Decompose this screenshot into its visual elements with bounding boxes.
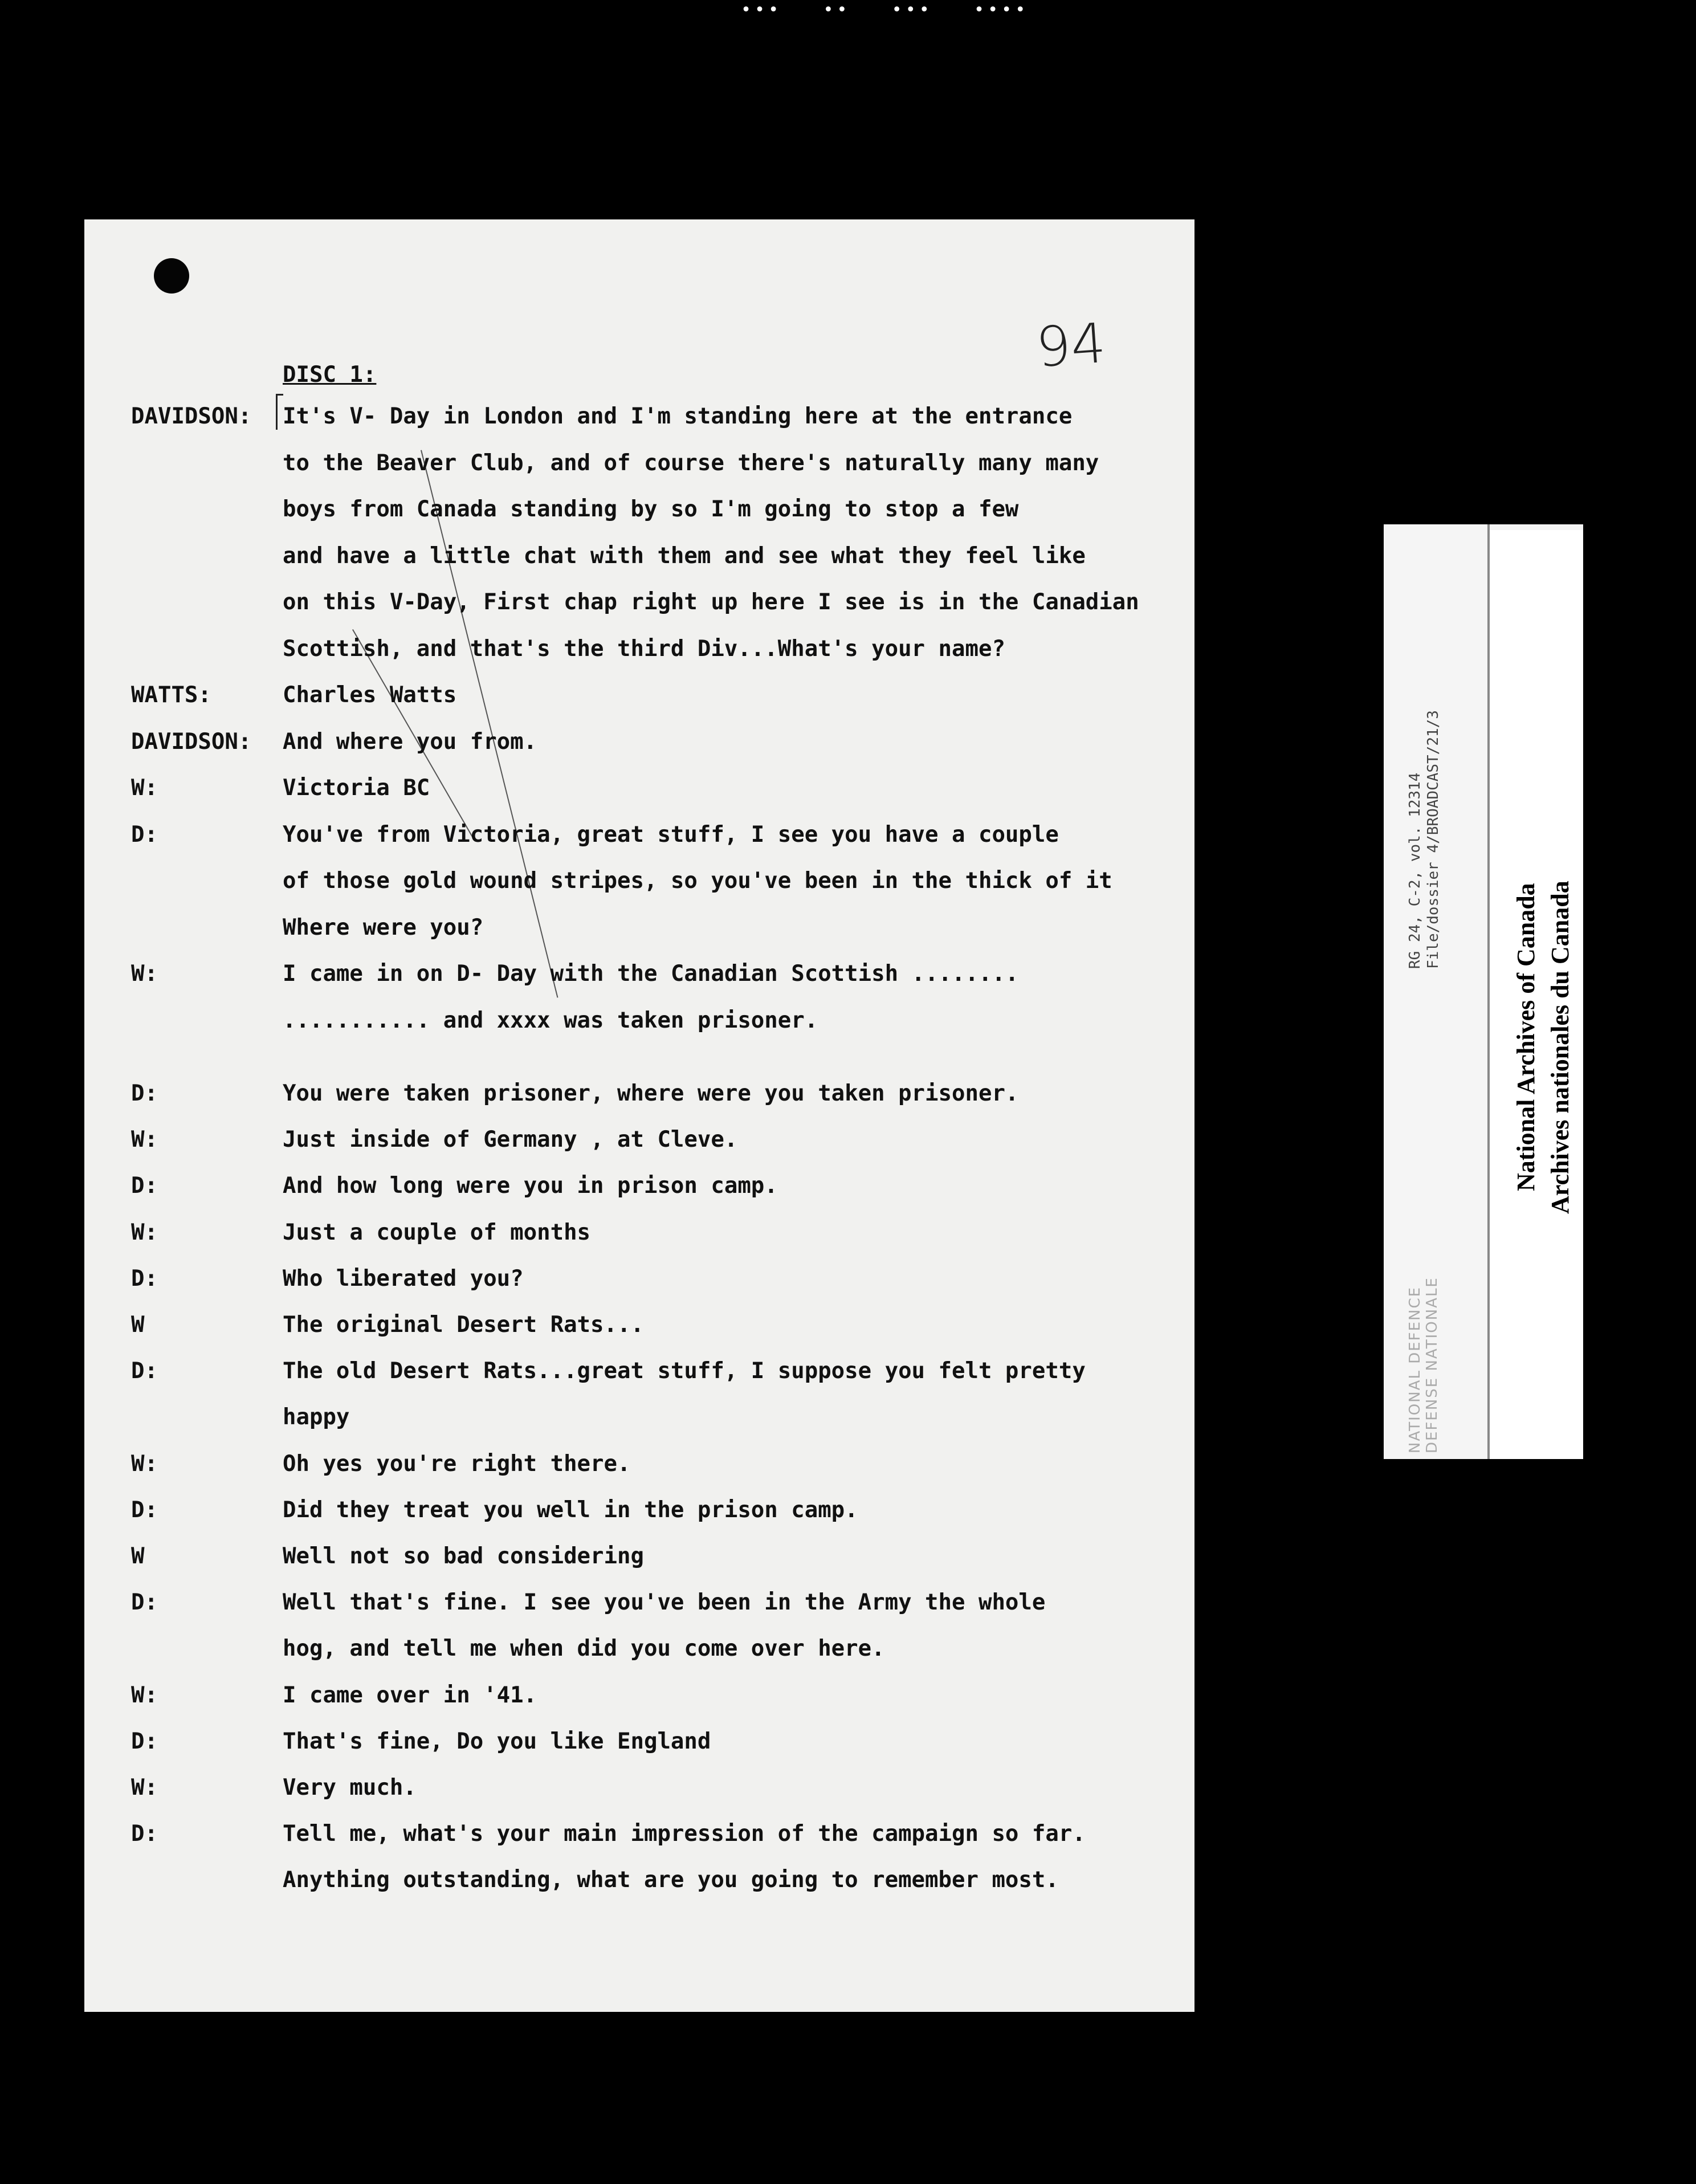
speaker-label: W: xyxy=(131,1682,158,1708)
spoken-text: You were taken prisoner, where were you taken prisoner. xyxy=(283,1081,1019,1106)
spoken-text: Oh yes you're right there. xyxy=(283,1450,631,1477)
spoken-text: I came in on D- Day with the Canadian Scottish ........ xyxy=(283,961,1019,987)
archive-name-en: National Archives of Canada xyxy=(1512,883,1540,1191)
transcript-page xyxy=(84,219,1194,2012)
speaker-label: W: xyxy=(131,1775,158,1800)
spoken-text: and have a little chat with them and see what they feel like xyxy=(283,543,1086,569)
spoken-text: It's V- Day in London and I'm standing here at the entrance xyxy=(283,404,1073,429)
archive-label-name-panel xyxy=(1490,530,1583,1459)
archive-label xyxy=(1384,524,1583,1459)
speaker-label: W xyxy=(131,1312,145,1338)
speaker-label: W: xyxy=(131,961,158,987)
speaker-label: D: xyxy=(131,1081,158,1106)
film-frame-marks: ••• •• ••• •••• xyxy=(741,0,1029,20)
speaker-label: DAVIDSON: xyxy=(131,404,252,429)
speaker-label: W: xyxy=(131,1219,158,1245)
spoken-text: Just inside of Germany , at Cleve. xyxy=(283,1127,738,1153)
spoken-text: Charles Watts xyxy=(283,682,457,708)
speaker-label: D: xyxy=(131,1821,158,1847)
punch-hole xyxy=(154,258,189,294)
speaker-label: D: xyxy=(131,1728,158,1754)
spoken-text: Just a couple of months xyxy=(283,1219,591,1245)
spoken-text: Where were you? xyxy=(283,914,484,940)
spoken-text: hog, and tell me when did you come over here. xyxy=(283,1636,885,1662)
archive-reference-line: RG 24, C-2, vol. 12314 xyxy=(1406,772,1424,969)
speaker-label: D: xyxy=(131,821,158,847)
spoken-text: Well not so bad considering xyxy=(283,1543,644,1569)
spoken-text: Anything outstanding, what are you going to remember most. xyxy=(283,1867,1059,1893)
archive-file-line: File/dossier 4/BROADCAST/21/3 xyxy=(1425,710,1442,969)
speaker-label: D: xyxy=(131,1590,158,1616)
spoken-text: ........... and xxxx was taken prisoner. xyxy=(283,1007,818,1033)
spoken-text: And how long were you in prison camp. xyxy=(283,1173,778,1199)
speaker-label: DAVIDSON: xyxy=(131,728,252,755)
department-line-en: NATIONAL DEFENCE xyxy=(1406,1286,1424,1453)
spoken-text: boys from Canada standing by so I'm going to stop a few xyxy=(283,496,1019,522)
spoken-text: That's fine, Do you like England xyxy=(283,1728,711,1754)
speaker-label: WATTS: xyxy=(131,682,211,708)
spoken-text: The original Desert Rats... xyxy=(283,1312,644,1338)
spoken-text: Did they treat you well in the prison camp. xyxy=(283,1497,858,1523)
speaker-label: D: xyxy=(131,1173,158,1199)
speaker-label: W: xyxy=(131,1127,158,1153)
speaker-label: D: xyxy=(131,1358,158,1384)
spoken-text: Scottish, and that's the third Div...What's your name? xyxy=(283,635,1005,662)
spoken-text: happy xyxy=(283,1404,350,1431)
page-number: 94 xyxy=(1034,311,1108,380)
speaker-label: W: xyxy=(131,1450,158,1477)
speaker-label: D: xyxy=(131,1265,158,1291)
archive-label-reference-panel xyxy=(1384,524,1490,1459)
spoken-text: Tell me, what's your main impression of the campaign so far. xyxy=(283,1821,1086,1847)
spoken-text: You've from Victoria, great stuff, I see you have a couple xyxy=(283,821,1059,847)
spoken-text: And where you from. xyxy=(283,728,537,755)
spoken-text: The old Desert Rats...great stuff, I suppose you felt pretty xyxy=(283,1358,1086,1384)
spoken-text: Who liberated you? xyxy=(283,1265,524,1291)
spoken-text: Well that's fine. I see you've been in the Army the whole xyxy=(283,1590,1046,1616)
disc-title: DISC 1: xyxy=(283,362,377,388)
department-line-fr: DEFENSE NATIONALE xyxy=(1424,1277,1441,1453)
speaker-label: D: xyxy=(131,1497,158,1523)
spoken-text: I came over in '41. xyxy=(283,1682,537,1708)
spoken-text: of those gold wound stripes, so you've been in the thick of it xyxy=(283,868,1112,894)
archive-name-fr: Archives nationales du Canada xyxy=(1546,881,1574,1214)
spoken-text: Victoria BC xyxy=(283,775,430,801)
speaker-label: W xyxy=(131,1543,145,1569)
spoken-text: to the Beaver Club, and of course there's naturally many many xyxy=(283,450,1099,476)
spoken-text: Very much. xyxy=(283,1775,417,1800)
spoken-text: on this V-Day, First chap right up here I see is in the Canadian xyxy=(283,589,1139,615)
speaker-label: W: xyxy=(131,775,158,801)
